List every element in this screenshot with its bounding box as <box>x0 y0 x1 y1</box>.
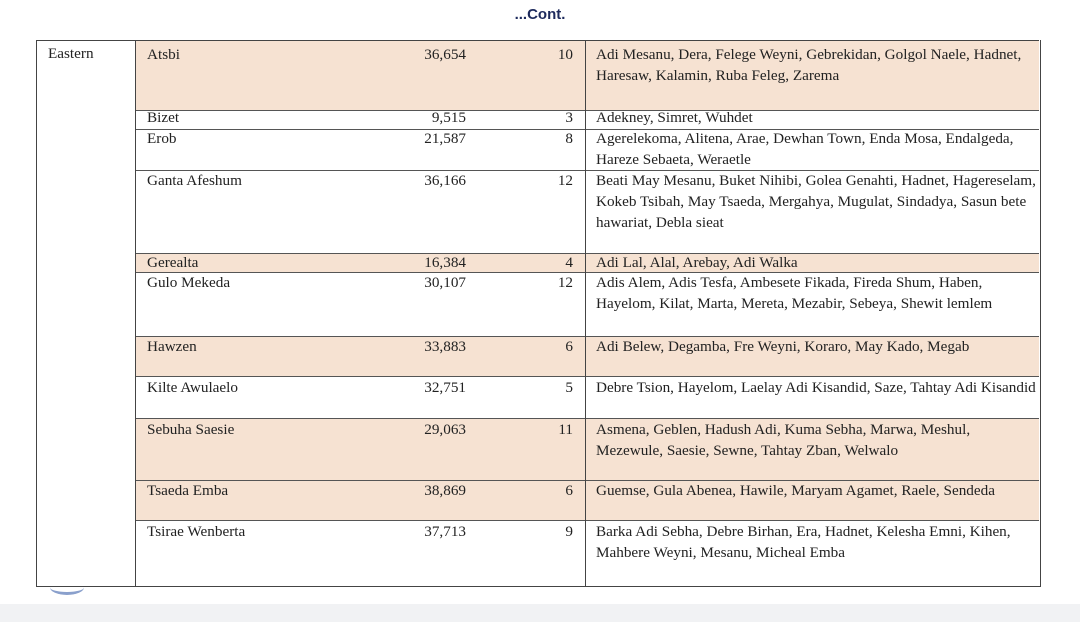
district-name: Sebuha Saesie <box>147 421 235 438</box>
population-value: 29,063 <box>424 421 466 438</box>
kebele-count: 10 <box>557 46 573 63</box>
population-value: 21,587 <box>424 130 466 147</box>
kebele-list: Debre Tsion, Hayelom, Laelay Adi Kisandid, Saze, Tahtay Adi Kisandid <box>596 379 1036 396</box>
kebele-list: Adekney, Simret, Wuhdet <box>596 109 753 126</box>
kebele-list: Adis Alem, Adis Tesfa, Ambesete Fikada, Fireda Shum, Haben, Hayelom, Kilat, Marta, Mereta, Mezabir, Sebeya, Shewit lemlem <box>596 274 993 312</box>
column-divider-region <box>135 40 136 586</box>
population-value: 36,654 <box>424 46 466 63</box>
column-divider-count <box>585 40 586 586</box>
kebele-count: 12 <box>557 172 573 189</box>
kebele-list: Asmena, Geblen, Hadush Adi, Kuma Sebha, Marwa, Meshul, Mezewule, Saesie, Sewne, Tahtay Zban, Welwalo <box>596 421 971 459</box>
kebele-list: Agerelekoma, Alitena, Arae, Dewhan Town, Enda Mosa, Endalgeda, Hareze Sebaeta, Weraetle <box>596 130 1014 168</box>
population-value: 30,107 <box>424 274 466 291</box>
district-name: Gerealta <box>147 254 199 271</box>
kebele-list: Beati May Mesanu, Buket Nihibi, Golea Genahti, Hadnet, Hagereselam, Kokeb Tsibah, May Tsaeda, Mergahya, Mugulat, Sindadya, Sasun bete hawariat, Debla sieat <box>596 172 1036 231</box>
population-value: 38,869 <box>424 482 466 499</box>
kebele-count: 9 <box>565 523 573 540</box>
viewer-bottom-bar <box>0 604 1080 622</box>
table-top-border <box>36 40 1039 41</box>
kebele-count: 11 <box>558 421 573 438</box>
kebele-count: 6 <box>565 338 573 355</box>
district-name: Gulo Mekeda <box>147 274 231 291</box>
district-name: Hawzen <box>147 338 197 355</box>
kebele-list: Adi Mesanu, Dera, Felege Weyni, Gebrekidan, Golgol Naele, Hadnet, Haresaw, Kalamin, Ruba Feleg, Zarema <box>596 46 1022 84</box>
population-value: 37,713 <box>424 523 466 540</box>
kebele-list: Barka Adi Sebha, Debre Birhan, Era, Hadnet, Kelesha Emni, Kihen, Mahbere Weyni, Mesanu, Micheal Emba <box>596 523 1011 561</box>
kebele-count: 3 <box>565 109 573 126</box>
kebele-list: Guemse, Gula Abenea, Hawile, Maryam Agamet, Raele, Sendeda <box>596 482 995 499</box>
kebele-count: 5 <box>565 379 573 396</box>
region-label: Eastern <box>48 45 94 62</box>
kebele-count: 4 <box>565 254 573 271</box>
district-name: Tsaeda Emba <box>147 482 229 499</box>
district-name: Ganta Afeshum <box>147 172 242 189</box>
population-value: 32,751 <box>424 379 466 396</box>
kebele-count: 8 <box>565 130 573 147</box>
district-name: Bizet <box>147 109 180 126</box>
population-value: 16,384 <box>424 254 466 271</box>
kebele-list: Adi Lal, Alal, Arebay, Adi Walka <box>596 254 798 271</box>
district-name: Kilte Awulaelo <box>147 379 238 396</box>
kebele-list: Adi Belew, Degamba, Fre Weyni, Koraro, May Kado, Megab <box>596 338 970 355</box>
page-curl-mark <box>50 580 84 595</box>
continued-label: ...Cont. <box>514 6 566 23</box>
kebele-count: 12 <box>557 274 573 291</box>
population-value: 36,166 <box>424 172 466 189</box>
kebele-count: 6 <box>565 482 573 499</box>
district-name: Tsirae Wenberta <box>147 523 246 540</box>
district-name: Atsbi <box>147 46 180 63</box>
population-value: 33,883 <box>424 338 466 355</box>
population-value: 9,515 <box>431 109 466 126</box>
district-name: Erob <box>147 130 177 147</box>
